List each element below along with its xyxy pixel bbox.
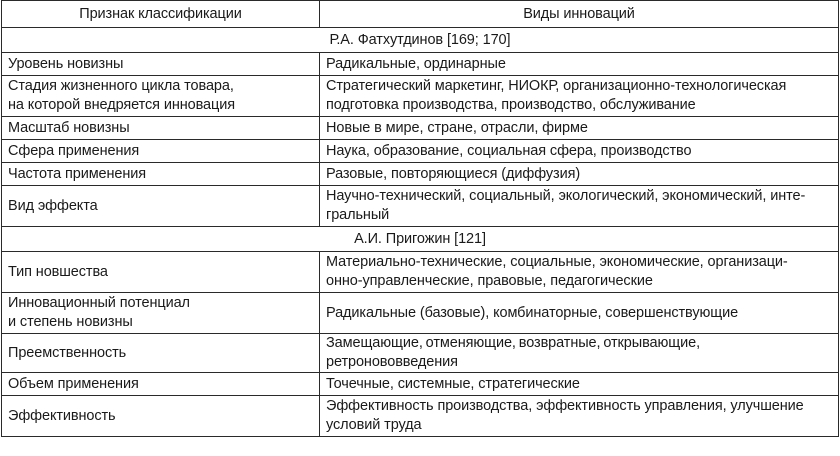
group-row <box>2 227 839 252</box>
types-cell: Стратегический маркетинг, НИОКР, организационно-технологическая подготовка производства, производство, обслуживание <box>320 76 839 117</box>
feature-cell: Уровень новизны <box>2 53 320 76</box>
feature-cell: Масштаб новизны <box>2 117 320 140</box>
types-cell: Замещающие, отменяющие, возвратные, открывающие, ретронововведения <box>320 334 839 373</box>
table-row <box>2 373 839 396</box>
group-title-prigozhin: А.И. Пригожин [121] <box>2 227 839 252</box>
types-cell: Точечные, системные, стратегические <box>320 373 839 396</box>
header-feature: Признак классификации <box>2 1 320 28</box>
types-cell: Эффективность производства, эффективность управления, улучшение условий труда <box>320 396 839 437</box>
feature-cell: Вид эффекта <box>2 186 320 227</box>
types-cell: Научно-технический, социальный, экологический, экономический, инте- гральный <box>320 186 839 227</box>
table-row <box>2 334 839 373</box>
types-cell: Новые в мире, стране, отрасли, фирме <box>320 117 839 140</box>
feature-cell: Сфера применения <box>2 140 320 163</box>
header-types: Виды инноваций <box>320 1 839 28</box>
feature-cell: Объем применения <box>2 373 320 396</box>
types-cell: Радикальные, ординарные <box>320 53 839 76</box>
feature-cell: Преемственность <box>2 334 320 373</box>
table-row <box>2 140 839 163</box>
table-row <box>2 186 839 227</box>
types-cell: Радикальные (базовые), комбинаторные, совершенствующие <box>320 293 839 334</box>
table-row <box>2 252 839 293</box>
feature-cell: Эффективность <box>2 396 320 437</box>
table-row <box>2 163 839 186</box>
feature-cell: Тип новшества <box>2 252 320 293</box>
table-row <box>2 53 839 76</box>
group-title-fatkhutdinov: Р.А. Фатхутдинов [169; 170] <box>2 28 839 53</box>
types-cell: Разовые, повторяющиеся (диффузия) <box>320 163 839 186</box>
table-row <box>2 117 839 140</box>
types-cell: Материально-технические, социальные, экономические, организаци- онно-управленческие, правовые, педагогические <box>320 252 839 293</box>
types-cell: Наука, образование, социальная сфера, производство <box>320 140 839 163</box>
group-row <box>2 28 839 53</box>
classification-table <box>1 0 839 437</box>
table-row <box>2 396 839 437</box>
feature-cell: Частота применения <box>2 163 320 186</box>
header-row <box>2 1 839 28</box>
feature-cell: Инновационный потенциал и степень новизны <box>2 293 320 334</box>
feature-cell: Стадия жизненного цикла товара, на которой внедряется инновация <box>2 76 320 117</box>
table-row <box>2 76 839 117</box>
table-row <box>2 293 839 334</box>
